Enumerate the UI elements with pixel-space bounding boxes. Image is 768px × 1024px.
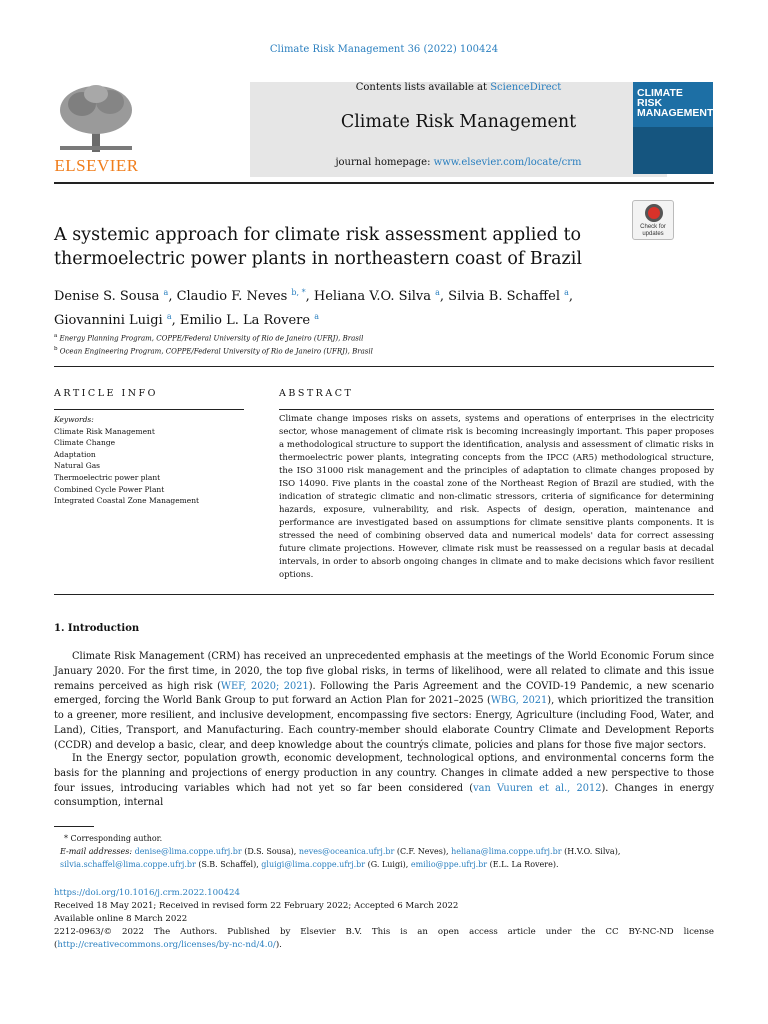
- doi-link[interactable]: https://doi.org/10.1016/j.crm.2022.100424: [54, 888, 240, 898]
- article-title: A systemic approach for climate risk assessment applied to thermoelectric power plants in northeastern coast of Brazil: [54, 225, 582, 269]
- author-name: Claudio F. Neves: [176, 289, 288, 304]
- keywords-block: [54, 414, 254, 507]
- contents-line: [250, 82, 667, 93]
- affiliation-item: [54, 331, 654, 344]
- keyword-item: Combined Cycle Power Plant: [54, 484, 165, 494]
- abstract-rule: [279, 409, 714, 410]
- crossmark-icon: [645, 204, 663, 222]
- journal-band: [250, 82, 667, 177]
- email-link[interactable]: emilio@ppe.ufrj.br: [410, 860, 488, 869]
- journal-title: Climate Risk Management: [340, 112, 577, 132]
- check-for-updates-badge[interactable]: [632, 200, 674, 240]
- author-affil-ref[interactable]: a: [435, 288, 440, 297]
- sciencedirect-link[interactable]: ScienceDirect: [490, 82, 562, 93]
- email-link[interactable]: silvia.schaffel@lima.coppe.ufrj.br: [60, 860, 196, 869]
- check-updates-label: Check for updates: [640, 224, 666, 237]
- email-link[interactable]: neves@oceanica.ufrj.br: [298, 847, 395, 856]
- citation-link[interactable]: van Vuuren et al., 2012: [473, 782, 602, 794]
- keyword-item: Climate Risk Management: [54, 426, 155, 436]
- affiliation-item: [54, 344, 654, 357]
- cover-title: CLIMATE RISK MANAGEMENT: [637, 87, 713, 119]
- license-statement: [54, 926, 714, 952]
- footnote-rule: [54, 826, 94, 827]
- author-list: Denise S. Sousa $^a$, Claudio F. Neves $^{b, *}$, Heliana V.O. Silva $^a$, Silvia B. Schaffel $^a$, Giovannini Luigi $^a$, Emilio L. La Rovere $^a$: [54, 288, 574, 328]
- license-text-end: ).: [275, 940, 282, 950]
- header-rule: [54, 366, 714, 367]
- author-affil-ref[interactable]: a: [166, 312, 172, 321]
- email-addresses: [54, 845, 714, 871]
- email-owner: (H.V.O. Silva),: [561, 847, 621, 856]
- publisher-wordmark: ELSEVIER: [54, 156, 139, 175]
- author-affil-ref[interactable]: a: [564, 288, 569, 297]
- author-affil-ref[interactable]: a: [163, 288, 169, 297]
- homepage-prefix: journal homepage:: [335, 157, 434, 168]
- journal-reference[interactable]: Climate Risk Management 36 (2022) 100424: [269, 44, 499, 55]
- affiliation-text: Energy Planning Program, COPPE/Federal University of Rio de Janeiro (UFRJ), Brasil: [59, 334, 364, 343]
- elsevier-logo[interactable]: [54, 82, 139, 174]
- author-affil-ref[interactable]: b, *: [291, 288, 306, 297]
- email-owner: (E.L. La Rovere).: [487, 860, 559, 869]
- author-affil-ref[interactable]: a: [314, 312, 320, 321]
- affiliation-mark: b: [54, 346, 58, 353]
- author-name: Emilio L. La Rovere: [179, 313, 311, 328]
- abstract-text: Climate change imposes risks on assets, systems and operations of enterprises in the electricity sector, whose management of climate risk is becoming increasingly important. This paper proposes a methodological structure to support the identification, analysis and assessment of climatic risks in thermoelectric power plants, integrating concepts from the IPCC (AR5) methodological structure, the ISO 31000 risk management and the principles of adaptation to climate changes proposed by ISO 14090. Five plants in the coastal zone of the Northeast Region of Brazil are studied, with the indication of strategic climatic and non-climatic stressors, criteria of significance for determining hazards, exposure, vulnerability, and risk. Aspects of design, operation, maintenance and performance are investigated based on assumptions for climate sensitive plants components. It is stressed the need of combining observed data and numerical models' data for correct assessing future climate projections. However, climate risk must be reassessed on a regular basis at decadal intervals, in order to absorb ongoing changes in climate and to make decisions which favor resilient options.: [279, 414, 714, 580]
- tree-logo-icon: [54, 82, 139, 154]
- publication-info: [54, 887, 714, 952]
- affiliation-text: Ocean Engineering Program, COPPE/Federal University of Rio de Janeiro (UFRJ), Brasil: [59, 347, 373, 356]
- keyword-item: Adaptation: [54, 449, 96, 459]
- affiliations: [54, 331, 654, 358]
- email-owner: (D.S. Sousa),: [241, 847, 299, 856]
- author-name: Heliana V.O. Silva: [313, 289, 431, 304]
- article-info-rule: [54, 409, 244, 410]
- keyword-item: Integrated Coastal Zone Management: [54, 496, 200, 506]
- paragraph-text: Climate Risk Management (CRM) has received an unprecedented emphasis at the meetings of the World Economic Forum since January 2020. For the first time, in 2020, the top five global risks, in terms of likelihood, were all related to climate and this issue remains perceived as high risk (: [54, 651, 714, 692]
- received-dates: Received 18 May 2021; Received in revised form 22 February 2022; Accepted 6 March 2022: [54, 901, 459, 911]
- article-info-heading: ARTICLE INFO: [54, 388, 158, 399]
- keyword-item: Natural Gas: [54, 461, 101, 471]
- license-text: 2212-0963/© 2022 The Authors. Published by Elsevier B.V. This is an open access article under the CC BY-NC-ND license (: [54, 927, 714, 950]
- keywords-heading: Keywords:: [54, 415, 94, 424]
- homepage-link[interactable]: www.elsevier.com/locate/crm: [433, 157, 582, 168]
- intro-paragraph-1: [54, 650, 714, 754]
- email-owner: (S.B. Schaffel),: [195, 860, 262, 869]
- paragraph-text: ), which prioritized the transition to a greener, more resilient, and inclusive development, encompassing five sectors: Energy, Agriculture (including Food, Water, and Land), Cities, Transport, and Manufacturing. Each country-member should elaborate Country Climate and Development Reports (CCDR) and develop a basic, clear, and deep knowledge about the countrýs climate, policies and plans for those five major sectors.: [54, 695, 714, 751]
- email-link[interactable]: gluigi@lima.coppe.ufrj.br: [261, 860, 366, 869]
- footnotes: [54, 832, 714, 871]
- citation-link[interactable]: WEF, 2020; 2021: [220, 680, 309, 692]
- keyword-item: Climate Change: [54, 438, 116, 448]
- email-label: E-mail addresses:: [60, 847, 133, 856]
- available-online: Available online 8 March 2022: [54, 914, 188, 924]
- email-link[interactable]: denise@lima.coppe.ufrj.br: [134, 847, 242, 856]
- email-owner: (G. Luigi),: [365, 860, 411, 869]
- corresponding-author-text: Corresponding author.: [70, 834, 163, 843]
- corresponding-author-note: * Corresponding author.: [64, 834, 163, 843]
- paragraph-text: ). Changes in energy consumption, internal: [54, 782, 715, 809]
- masthead-rule: [54, 182, 714, 184]
- paragraph-text: ). Following the Paris Agreement and the COVID-19 Pandemic, a new scenario emerged, forcing the World Bank Group to put forward an Action Plan for 2021–2025 (: [54, 680, 714, 707]
- author-name: Silvia B. Schaffel: [448, 289, 560, 304]
- homepage-line: [250, 157, 667, 168]
- keyword-item: Thermoelectric power plant: [54, 472, 161, 482]
- intro-paragraph-2: [54, 752, 714, 811]
- masthead: [54, 82, 714, 177]
- abstract-heading: ABSTRACT: [279, 388, 354, 399]
- contents-prefix: Contents lists available at: [355, 82, 491, 93]
- email-owner: (C.F. Neves),: [394, 847, 452, 856]
- affiliation-mark: a: [54, 333, 58, 339]
- email-link[interactable]: heliana@lima.coppe.ufrj.br: [451, 847, 562, 856]
- citation-link[interactable]: WBG, 2021: [490, 695, 548, 707]
- license-link[interactable]: http://creativecommons.org/licenses/by-nc-nd/4.0/: [57, 940, 276, 950]
- author-name: Denise S. Sousa: [54, 289, 160, 304]
- journal-cover[interactable]: [633, 82, 713, 174]
- paragraph-text: In the Energy sector, population growth, economic development, technological options, and environmental concerns form the basis for the planning and projections of energy production in any country. Changes in climate added a new perspective to those four issues, introducing variables which had not yet so far been considered (: [54, 753, 714, 794]
- cover-image-band: [633, 127, 713, 174]
- section-heading-introduction: 1. Introduction: [54, 623, 140, 634]
- abstract-end-rule: [54, 594, 714, 595]
- author-name: Giovannini Luigi: [54, 313, 163, 328]
